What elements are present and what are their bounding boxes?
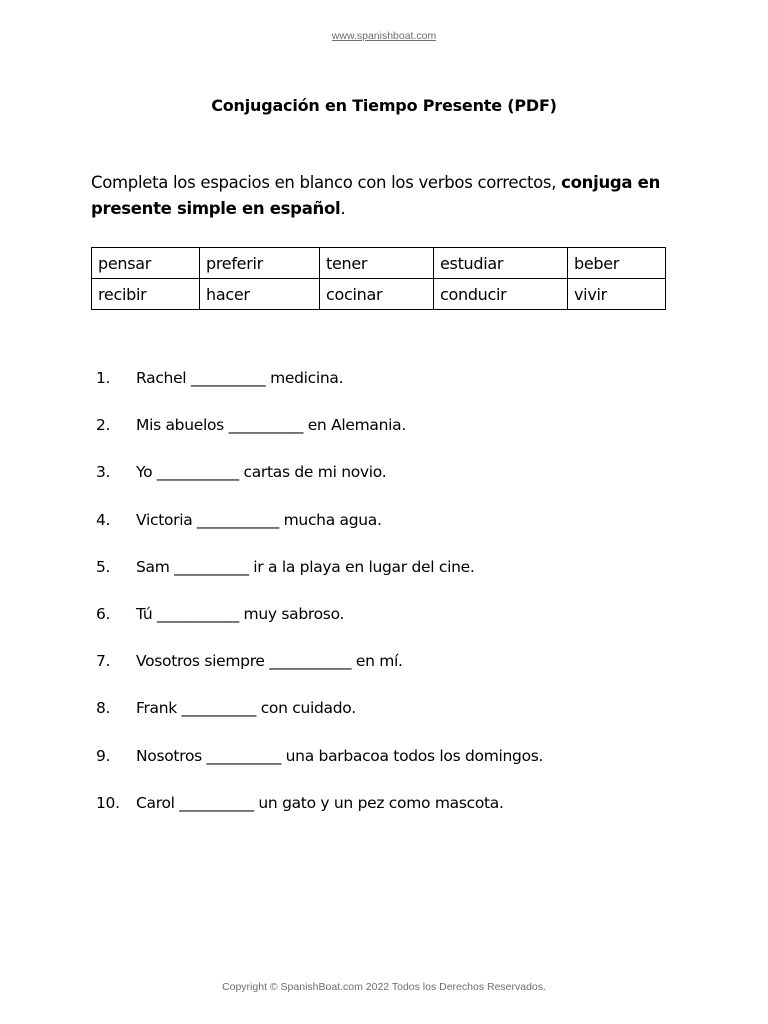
exercise-number: 7.: [96, 652, 111, 671]
verb-cell: tener: [320, 248, 434, 279]
exercise-number: 4.: [96, 510, 111, 529]
verb-cell: beber: [568, 248, 666, 279]
exercise-item: [96, 416, 696, 463]
exercise-item: [96, 794, 696, 841]
exercise-sentence: Victoria ___________ mucha agua.: [136, 510, 382, 529]
exercise-sentence: Mis abuelos __________ en Alemania.: [136, 416, 406, 435]
exercise-number: 3.: [96, 463, 111, 482]
verb-table-body: [92, 248, 666, 310]
verb-cell: recibir: [92, 279, 200, 310]
exercise-number: 1.: [96, 369, 111, 387]
exercise-number: 8.: [96, 699, 111, 718]
verb-table-row: [92, 279, 666, 310]
exercise-sentence: Rachel __________ medicina.: [136, 369, 344, 387]
exercise-sentence: Sam __________ ir a la playa en lugar del cine.: [136, 557, 475, 576]
website-link[interactable]: www.spanishboat.com: [331, 30, 437, 42]
page-title: Conjugación en Tiempo Presente (PDF): [211, 96, 557, 115]
verb-table-row: [92, 248, 666, 279]
instructions-bold: conjuga en presente simple en español: [91, 173, 661, 218]
exercise-number: 10.: [96, 793, 120, 812]
exercise-number: 6.: [96, 604, 111, 623]
exercise-item: [96, 511, 696, 558]
instructions-text: Completa los espacios en blanco con los verbos correctos,: [91, 173, 562, 192]
instructions-end: .: [340, 199, 346, 218]
verb-table: [91, 247, 666, 310]
verb-cell: preferir: [200, 248, 320, 279]
exercise-sentence: Frank __________ con cuidado.: [136, 699, 356, 718]
exercise-item: [96, 652, 696, 699]
exercise-number: 2.: [96, 416, 111, 435]
exercise-item: [96, 558, 696, 605]
exercise-item: [96, 605, 696, 652]
verb-cell: pensar: [92, 248, 200, 279]
exercise-item: [96, 369, 696, 416]
exercise-number: 5.: [96, 557, 111, 576]
verb-cell: vivir: [568, 279, 666, 310]
footer-copyright: Copyright © SpanishBoat.com 2022 Todos los Derechos Reservados.: [222, 981, 546, 993]
exercise-sentence: Nosotros __________ una barbacoa todos los domingos.: [136, 746, 544, 765]
exercise-sentence: Carol __________ un gato y un pez como mascota.: [136, 793, 504, 812]
exercise-sentence: Yo ___________ cartas de mi novio.: [136, 463, 387, 482]
exercise-list: [96, 369, 696, 841]
instructions: [91, 170, 691, 222]
exercise-item: [96, 747, 696, 794]
exercise-sentence: Tú ___________ muy sabroso.: [136, 604, 345, 623]
exercise-number: 9.: [96, 746, 111, 765]
verb-cell: estudiar: [434, 248, 568, 279]
exercise-item: [96, 463, 696, 510]
verb-cell: hacer: [200, 279, 320, 310]
verb-cell: cocinar: [320, 279, 434, 310]
exercise-item: [96, 699, 696, 746]
exercise-sentence: Vosotros siempre ___________ en mí.: [136, 652, 403, 671]
verb-cell: conducir: [434, 279, 568, 310]
